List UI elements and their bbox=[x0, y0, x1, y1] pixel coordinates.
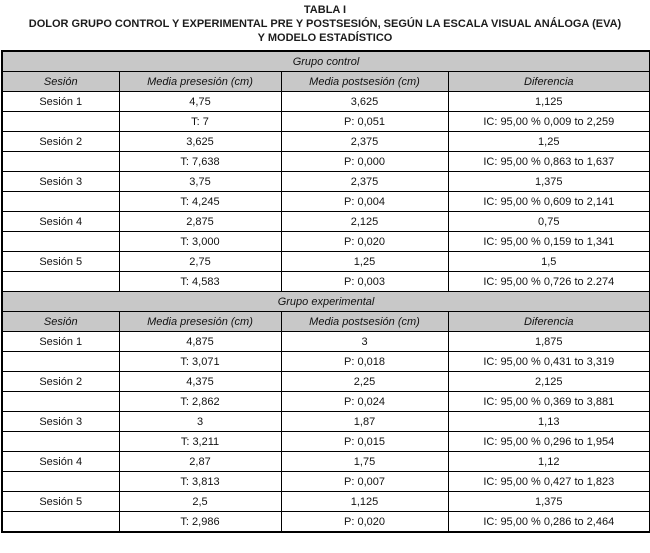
table-cell: 1,5 bbox=[448, 252, 650, 272]
table-row bbox=[2, 252, 650, 272]
table-cell: P: 0,018 bbox=[281, 352, 448, 372]
table-row bbox=[2, 372, 650, 392]
table-cell: Sesión 5 bbox=[2, 492, 119, 512]
table-cell: Sesión 3 bbox=[2, 412, 119, 432]
table-row bbox=[2, 172, 650, 192]
table-row bbox=[2, 152, 650, 172]
table-row bbox=[2, 192, 650, 212]
table-cell bbox=[2, 352, 119, 372]
table-row bbox=[2, 112, 650, 132]
table-cell bbox=[2, 112, 119, 132]
column-header: Media postsesión (cm) bbox=[281, 312, 448, 332]
table-row bbox=[2, 512, 650, 533]
table-cell: T: 3,813 bbox=[119, 472, 281, 492]
table-cell: Sesión 4 bbox=[2, 452, 119, 472]
table-cell: 1,75 bbox=[281, 452, 448, 472]
table-row bbox=[2, 432, 650, 452]
table-number: TABLA I bbox=[303, 4, 347, 16]
table-cell: Sesión 5 bbox=[2, 252, 119, 272]
table-cell: T: 7,638 bbox=[119, 152, 281, 172]
table-cell: 2,25 bbox=[281, 372, 448, 392]
table-cell bbox=[2, 392, 119, 412]
table-cell: 2,375 bbox=[281, 132, 448, 152]
table-cell: T: 3,211 bbox=[119, 432, 281, 452]
table-cell: Sesión 2 bbox=[2, 372, 119, 392]
table-cell: P: 0,020 bbox=[281, 232, 448, 252]
table-cell: P: 0,024 bbox=[281, 392, 448, 412]
table-cell: T: 4,583 bbox=[119, 272, 281, 292]
table-cell: 2,125 bbox=[281, 212, 448, 232]
table-cell: 1,12 bbox=[448, 452, 650, 472]
table-row bbox=[2, 492, 650, 512]
results-table bbox=[1, 50, 650, 533]
table-cell: 1,875 bbox=[448, 332, 650, 352]
table-cell: 2,375 bbox=[281, 172, 448, 192]
table-cell: 3 bbox=[281, 332, 448, 352]
table-cell: 3 bbox=[119, 412, 281, 432]
table-cell bbox=[2, 512, 119, 533]
table-cell: 2,5 bbox=[119, 492, 281, 512]
table-cell: IC: 95,00 % 0,726 to 2.274 bbox=[448, 272, 650, 292]
table-cell: Sesión 2 bbox=[2, 132, 119, 152]
table-cell: T: 3,071 bbox=[119, 352, 281, 372]
table-row bbox=[2, 132, 650, 152]
group-band: Grupo experimental bbox=[2, 292, 650, 312]
table-cell bbox=[2, 472, 119, 492]
table-cell: IC: 95,00 % 0,009 to 2,259 bbox=[448, 112, 650, 132]
table-cell bbox=[2, 152, 119, 172]
group-band: Grupo control bbox=[2, 51, 650, 72]
table-cell: IC: 95,00 % 0,431 to 3,319 bbox=[448, 352, 650, 372]
table-cell: 1,13 bbox=[448, 412, 650, 432]
table-cell: 3,625 bbox=[119, 132, 281, 152]
column-header: Media postsesión (cm) bbox=[281, 72, 448, 92]
table-cell: Sesión 1 bbox=[2, 92, 119, 112]
table-cell: 3,75 bbox=[119, 172, 281, 192]
table-cell: Sesión 1 bbox=[2, 332, 119, 352]
table-cell: IC: 95,00 % 0,286 to 2,464 bbox=[448, 512, 650, 533]
group-band-row bbox=[2, 51, 650, 72]
table-cell: P: 0,003 bbox=[281, 272, 448, 292]
table-cell: P: 0,020 bbox=[281, 512, 448, 533]
table-cell: 2,75 bbox=[119, 252, 281, 272]
column-header: Sesión bbox=[2, 72, 119, 92]
table-cell: IC: 95,00 % 0,296 to 1,954 bbox=[448, 432, 650, 452]
table-cell: 1,25 bbox=[281, 252, 448, 272]
table-row bbox=[2, 392, 650, 412]
table-cell: T: 4,245 bbox=[119, 192, 281, 212]
table-cell: T: 3,000 bbox=[119, 232, 281, 252]
table-cell bbox=[2, 272, 119, 292]
table-cell: 1,125 bbox=[281, 492, 448, 512]
table-cell: 4,75 bbox=[119, 92, 281, 112]
table-cell: 4,875 bbox=[119, 332, 281, 352]
table-cell: P: 0,051 bbox=[281, 112, 448, 132]
table-cell: 1,87 bbox=[281, 412, 448, 432]
table-cell: IC: 95,00 % 0,159 to 1,341 bbox=[448, 232, 650, 252]
table-cell: T: 2,862 bbox=[119, 392, 281, 412]
table-cell: 3,625 bbox=[281, 92, 448, 112]
table-cell bbox=[2, 192, 119, 212]
table-row bbox=[2, 412, 650, 432]
table-cell: 1,25 bbox=[448, 132, 650, 152]
table-cell: 1,375 bbox=[448, 172, 650, 192]
column-header: Diferencia bbox=[448, 72, 650, 92]
column-header: Media presesión (cm) bbox=[119, 312, 281, 332]
table-title-block bbox=[8, 3, 642, 45]
table-cell: T: 7 bbox=[119, 112, 281, 132]
table-row bbox=[2, 332, 650, 352]
table-cell: 2,87 bbox=[119, 452, 281, 472]
table-cell: 1,375 bbox=[448, 492, 650, 512]
group-band-row bbox=[2, 292, 650, 312]
table-cell: IC: 95,00 % 0,369 to 3,881 bbox=[448, 392, 650, 412]
table-cell: T: 2,986 bbox=[119, 512, 281, 533]
table-row bbox=[2, 232, 650, 252]
table-caption-line2: Y MODELO ESTADÍSTICO bbox=[257, 32, 393, 44]
table-cell: P: 0,000 bbox=[281, 152, 448, 172]
table-cell: IC: 95,00 % 0,863 to 1,637 bbox=[448, 152, 650, 172]
table-cell: Sesión 4 bbox=[2, 212, 119, 232]
table-caption-line1: DOLOR GRUPO CONTROL Y EXPERIMENTAL PRE Y POSTSESIÓN, SEGÚN LA ESCALA VISUAL ANÁLOGA (EVA) bbox=[28, 18, 622, 30]
table-cell bbox=[2, 432, 119, 452]
table-row bbox=[2, 452, 650, 472]
table-cell: IC: 95,00 % 0,427 to 1,823 bbox=[448, 472, 650, 492]
column-header: Media presesión (cm) bbox=[119, 72, 281, 92]
table-cell: 0,75 bbox=[448, 212, 650, 232]
column-header-row bbox=[2, 72, 650, 92]
column-header: Sesión bbox=[2, 312, 119, 332]
table-cell bbox=[2, 232, 119, 252]
table-row bbox=[2, 472, 650, 492]
column-header-row bbox=[2, 312, 650, 332]
table-row bbox=[2, 272, 650, 292]
table-cell: 1,125 bbox=[448, 92, 650, 112]
table-row bbox=[2, 92, 650, 112]
table-cell: 4,375 bbox=[119, 372, 281, 392]
table-cell: 2,125 bbox=[448, 372, 650, 392]
table-cell: P: 0,015 bbox=[281, 432, 448, 452]
table-row bbox=[2, 212, 650, 232]
table-cell: Sesión 3 bbox=[2, 172, 119, 192]
table-cell: 2,875 bbox=[119, 212, 281, 232]
results-table-body bbox=[2, 51, 650, 532]
table-row bbox=[2, 352, 650, 372]
table-cell: P: 0,007 bbox=[281, 472, 448, 492]
table-cell: P: 0,004 bbox=[281, 192, 448, 212]
column-header: Diferencia bbox=[448, 312, 650, 332]
table-cell: IC: 95,00 % 0,609 to 2,141 bbox=[448, 192, 650, 212]
